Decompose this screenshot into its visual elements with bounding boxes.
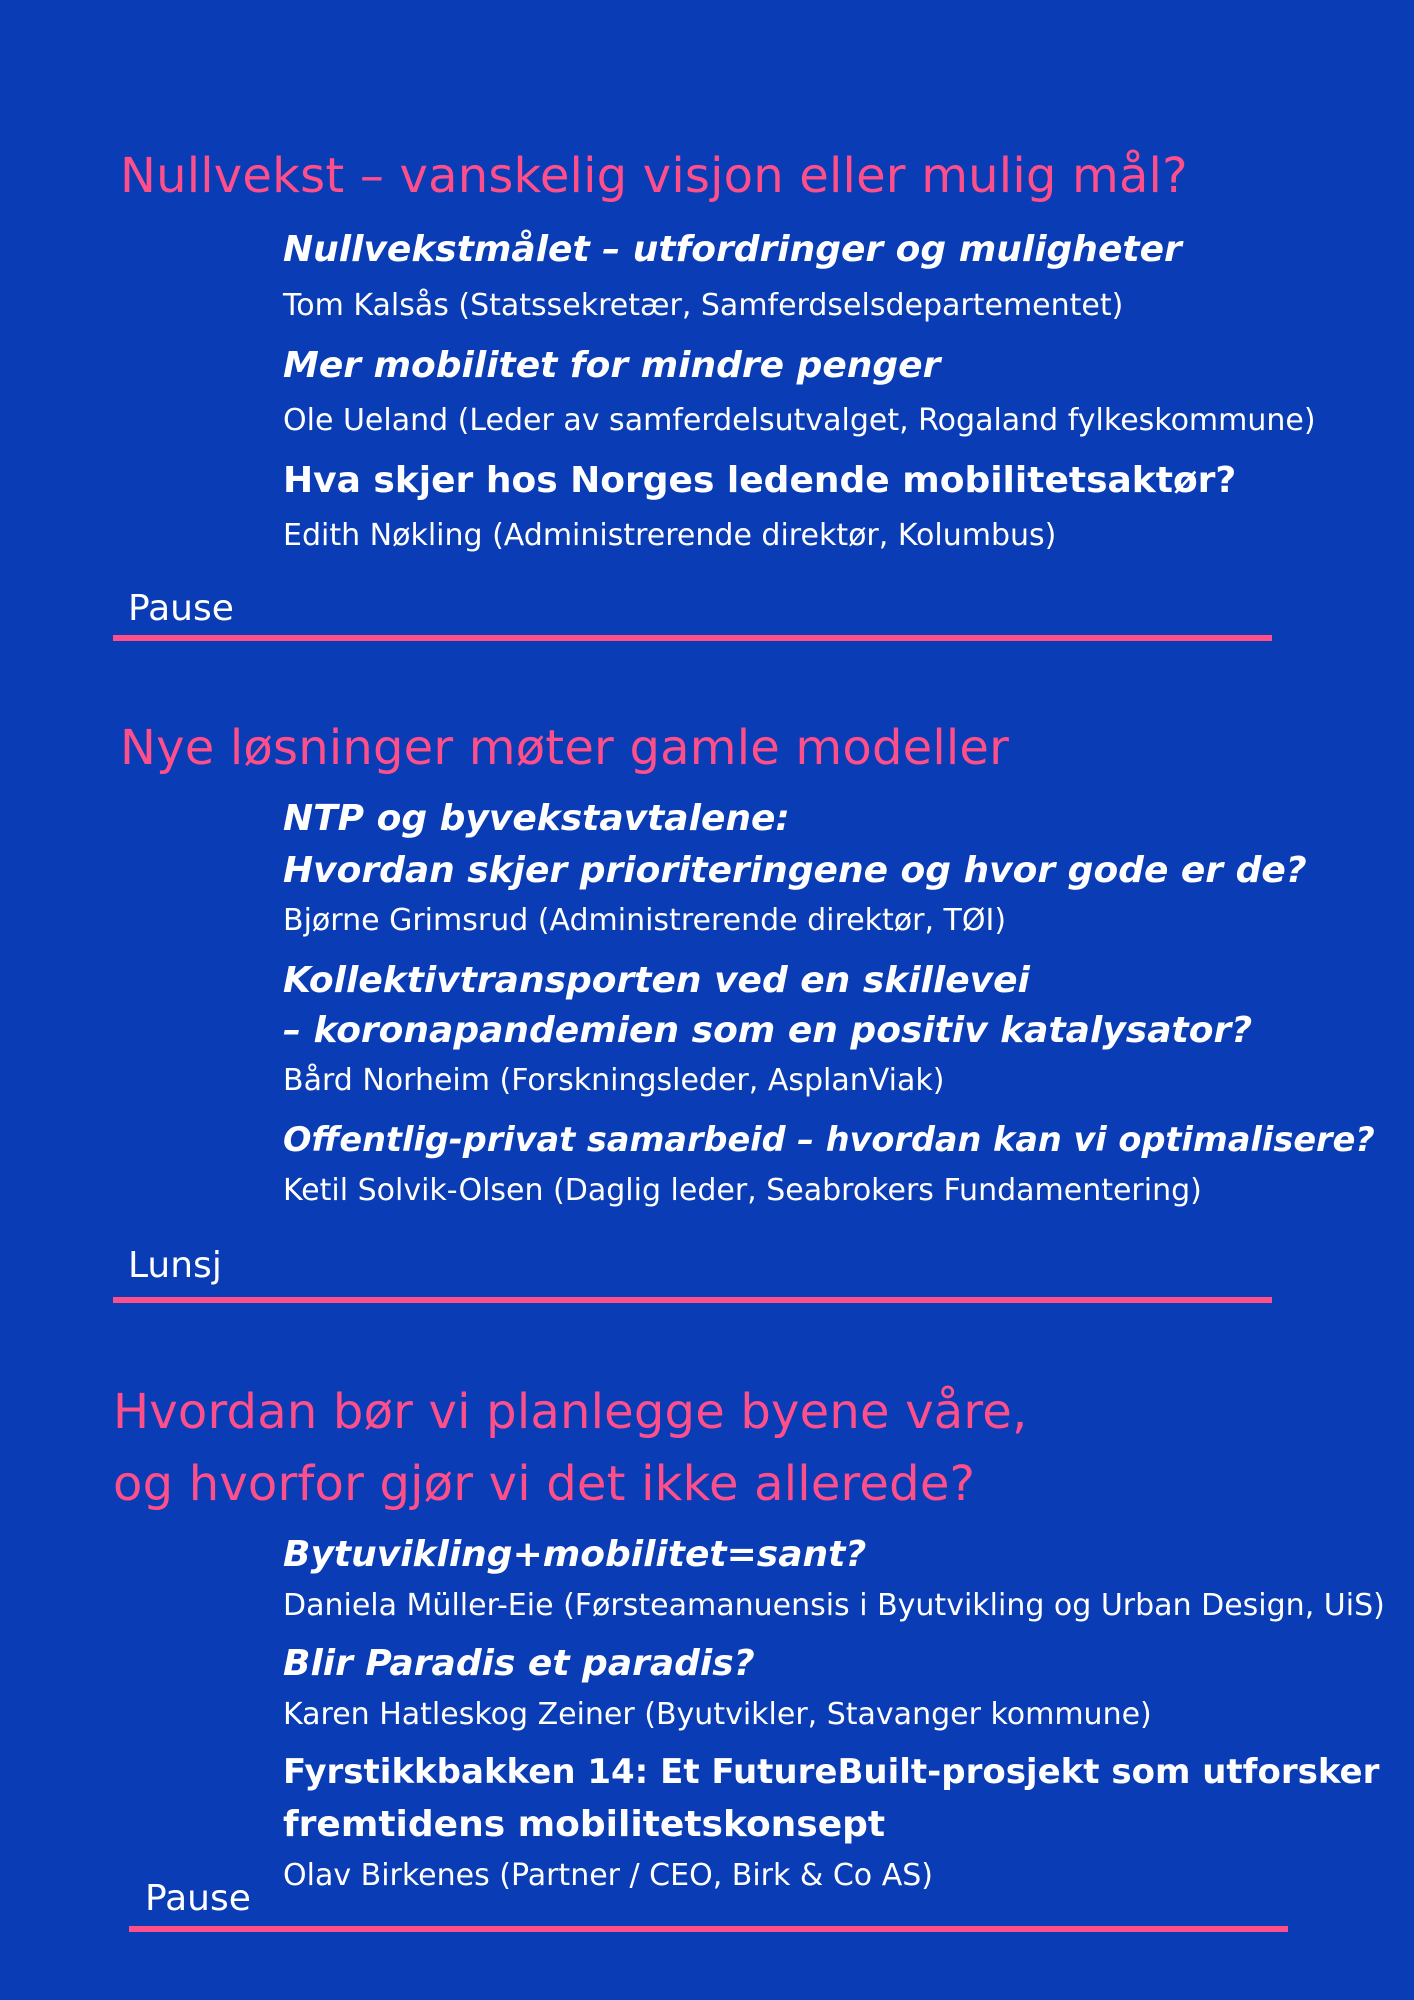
talk-speaker: Edith Nøkling (Administrerende direktør, Kolumbus) <box>283 518 1057 553</box>
section-title-2: Nye løsninger møter gamle modeller <box>120 720 1010 776</box>
section-divider <box>113 1297 1272 1303</box>
break-label: Pause <box>128 588 234 629</box>
talk-speaker: Bjørne Grimsrud (Administrerende direktør, TØI) <box>283 903 1007 938</box>
talk-speaker: Daniela Müller-Eie (Førsteamanuensis i Byutvikling og Urban Design, UiS) <box>283 1588 1385 1623</box>
break-label: Pause <box>145 1878 251 1919</box>
talk-title: Nullvekstmålet – utfordringer og muligheter <box>283 229 1182 270</box>
talk-speaker: Tom Kalsås (Statssekretær, Samferdselsdepartementet) <box>283 288 1124 323</box>
section-title-3-line-2: og hvorfor gjør vi det ikke allerede? <box>113 1456 976 1512</box>
talk-speaker: Ketil Solvik-Olsen (Daglig leder, Seabrokers Fundamentering) <box>283 1173 1202 1208</box>
talk-title: Hvordan skjer prioriteringene og hvor gode er de? <box>283 850 1307 891</box>
talk-speaker: Olav Birkenes (Partner / CEO, Birk & Co AS) <box>283 1858 933 1893</box>
talk-title: fremtidens mobilitetskonsept <box>283 1804 886 1845</box>
talk-title: Hva skjer hos Norges ledende mobilitetsaktør? <box>283 460 1237 501</box>
talk-speaker: Bård Norheim (Forskningsleder, AsplanViak) <box>283 1063 945 1098</box>
section-divider <box>129 1926 1288 1932</box>
break-label: Lunsj <box>128 1245 222 1286</box>
talk-speaker: Karen Hatleskog Zeiner (Byutvikler, Stavanger kommune) <box>283 1697 1152 1732</box>
section-title-1: Nullvekst – vanskelig visjon eller mulig mål? <box>120 148 1188 204</box>
talk-title: Fyrstikkbakken 14: Et FutureBuilt-prosjekt som utforsker <box>283 1752 1380 1792</box>
talk-title: – koronapandemien som en positiv katalysator? <box>283 1010 1253 1051</box>
talk-title: Mer mobilitet for mindre penger <box>283 345 941 386</box>
section-title-3: Hvordan bør vi planlegge byene våre, <box>113 1384 1028 1440</box>
talk-title: Offentlig-privat samarbeid – hvordan kan vi optimalisere? <box>283 1120 1375 1159</box>
section-divider <box>113 635 1272 641</box>
talk-speaker: Ole Ueland (Leder av samferdelsutvalget, Rogaland fylkeskommune) <box>283 403 1316 438</box>
talk-title: Blir Paradis et paradis? <box>283 1643 755 1684</box>
talk-title: NTP og byvekstavtalene: <box>283 798 790 839</box>
talk-title: Bytuvikling+mobilitet=sant? <box>283 1534 867 1575</box>
talk-title: Kollektivtransporten ved en skillevei <box>283 960 1030 1001</box>
